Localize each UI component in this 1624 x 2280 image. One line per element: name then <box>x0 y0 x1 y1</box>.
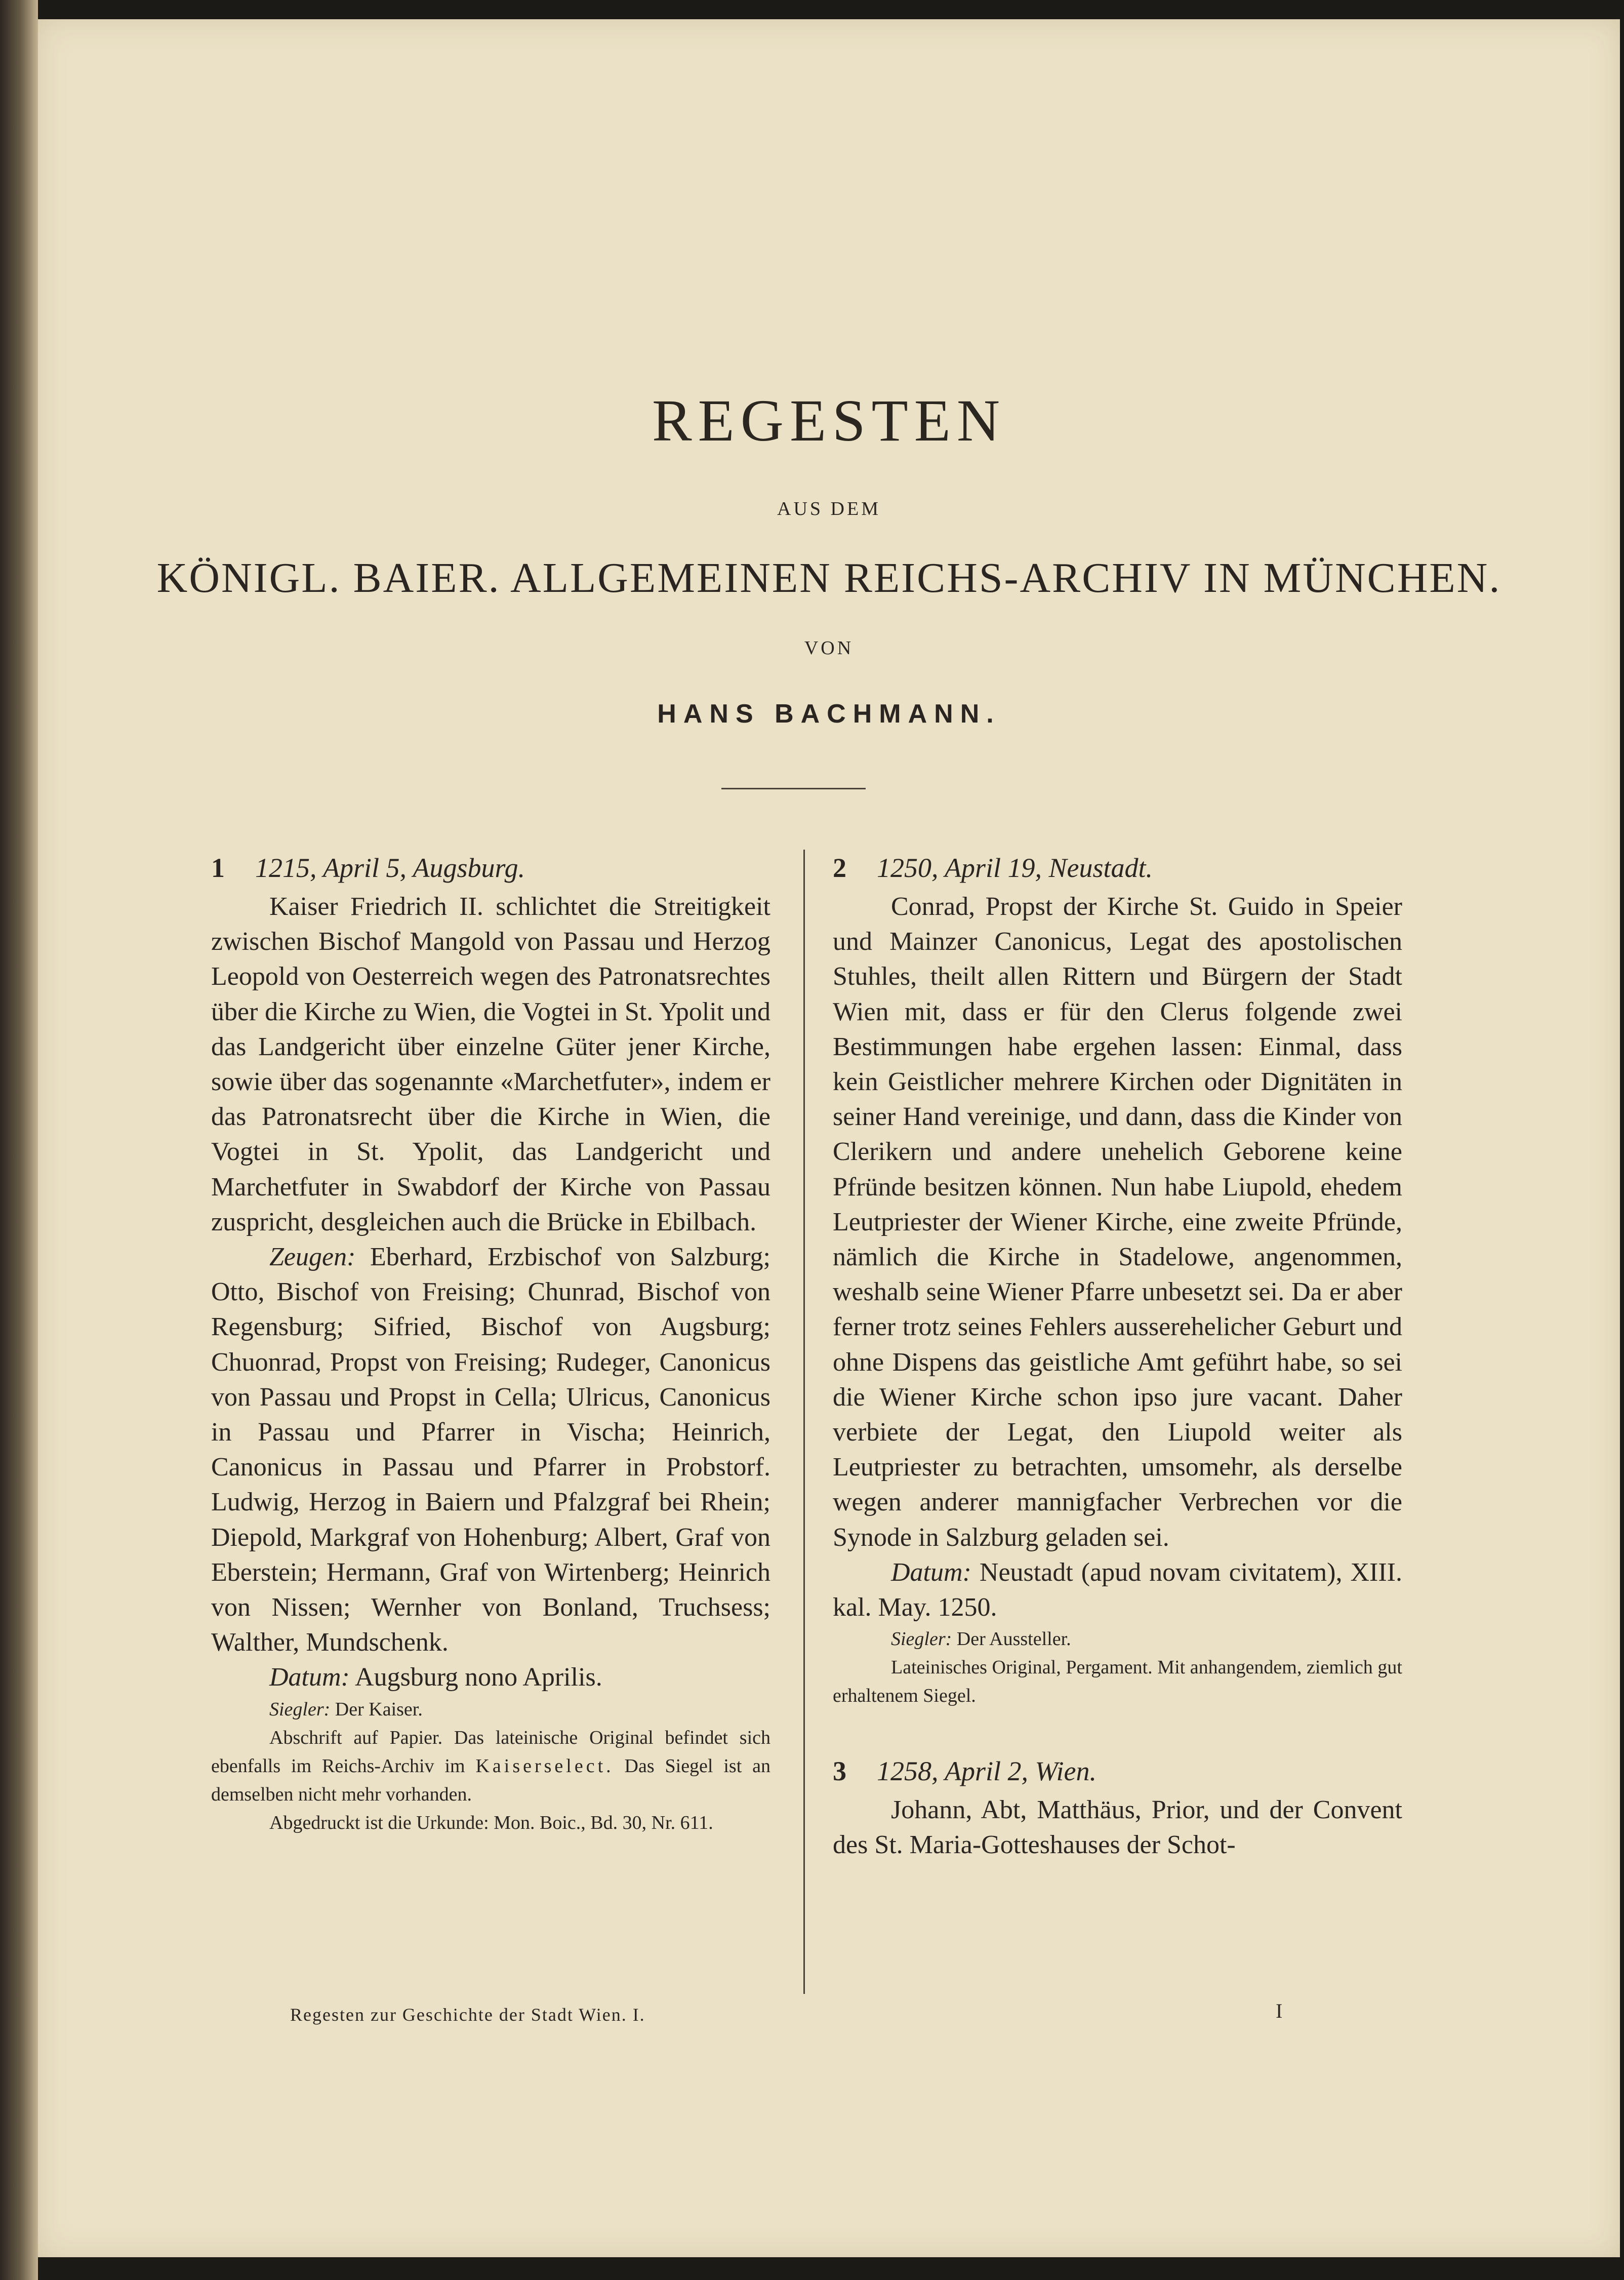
entry-heading <box>807 850 1402 886</box>
archive-name: KÖNIGL. BAIER. ALLGEMEINEN REICHS-ARCHIV IN MÜNCHEN. <box>156 554 1501 602</box>
siegler-label: Siegler: <box>891 1628 952 1650</box>
entry-number: 1 <box>211 853 225 883</box>
datum-label: Datum: <box>891 1557 971 1587</box>
witnesses-text: Eberhard, Erzbischof von Salzburg; Otto, Bischof von Freising; Chunrad, Bischof von Regensburg; Sifried, Bischof von Augsburg; Chuonrad, Propst von Freising; Rudeger, Canonicus von Passau und Propst in Cella; Ulricus, Canonicus in Passau und Pfarrer in Vischa; Heinrich, Canonicus in Passau und Pfarrer in Probstorf. Ludwig, Herzog in Baiern und Pfalzgraf bei Rhein; Diepold, Markgraf von Hohenburg; Albert, Graf von Eberstein; Hermann, Graf von Wirtenberg; Heinrich von Nissen; Wernher von Bonland, Truchsess; Walther, Mundschenk. <box>211 1243 770 1657</box>
note-text-b: Das Siegel ist an demselben nicht mehr vorhanden. <box>211 1755 770 1805</box>
datum-label: Datum: <box>269 1663 350 1692</box>
siegler-text: Der Aussteller. <box>956 1628 1071 1650</box>
datum-text: Neustadt (apud novam civitatem), XIII. kal. May. 1250. <box>833 1557 1403 1622</box>
note-spaced-term: Kaiserselect. <box>475 1755 614 1777</box>
witnesses-label: Zeugen: <box>269 1243 356 1272</box>
entry-date: 1258, April 2, Wien. <box>877 1756 1097 1787</box>
entry-spacer <box>807 1710 1402 1753</box>
left-column <box>211 850 770 1837</box>
page-edge <box>0 0 38 2280</box>
page-title: REGESTEN <box>652 387 1006 454</box>
entry-print-reference: Abgedruckt ist die Urkunde: Mon. Boic., Bd. 30, Nr. 611. <box>269 1812 713 1833</box>
siegler-text: Der Kaiser. <box>335 1698 423 1720</box>
document-page <box>38 19 1620 2257</box>
subtitle-aus-dem: AUS DEM <box>777 498 881 519</box>
series-footer: Regesten zur Geschichte der Stadt Wien. I. <box>290 2005 645 2025</box>
subtitle-von: VON <box>804 637 854 659</box>
entry-summary: Kaiser Friedrich II. schlichtet die Streitigkeit zwischen Bischof Mangold von Passau und Herzog Leopold von Oesterreich wegen des Patronatsrechtes über die Kirche zu Wien, die Vogtei in St. Ypolit und das Landgericht über einzelne Güter jener Kirche, sowie über das sogenannte «Marchetfuter», indem er das Patronatsrecht über die Kirche in Wien, die Vogtei in St. Ypolit, das Landgericht und Marchetfuter in Swabdorf der Kirche von Passau zuspricht, desgleichen auch die Brücke in Ebilbach. <box>211 892 770 1236</box>
title-divider <box>721 788 866 789</box>
entry-datum <box>211 1660 770 1695</box>
entry-summary: Johann, Abt, Matthäus, Prior, und der Convent des St. Maria-Gotteshauses der Schot- <box>833 1795 1402 1860</box>
entry-date: 1250, April 19, Neustadt. <box>877 853 1153 883</box>
author-name: HANS BACHMANN. <box>657 699 1001 729</box>
note-text-a: Abschrift auf Papier. Das lateinische Original befindet sich ebenfalls im Reichs-Archiv im <box>211 1727 770 1777</box>
entry-heading <box>211 850 770 886</box>
entry-number: 2 <box>833 853 846 883</box>
entry-number: 3 <box>833 1756 846 1787</box>
right-column <box>807 850 1402 1863</box>
entry-note: Lateinisches Original, Pergament. Mit anhangendem, ziemlich gut erhaltenem Siegel. <box>833 1657 1402 1707</box>
entry-heading <box>807 1753 1402 1789</box>
column-divider <box>803 850 805 1994</box>
entry-note <box>211 1724 770 1809</box>
entry-siegler <box>211 1695 770 1724</box>
siegler-label: Siegler: <box>269 1698 331 1720</box>
entry-summary: Conrad, Propst der Kirche St. Guido in Speier und Mainzer Canonicus, Legat des apostolischen Stuhles, theilt allen Rittern und Bürgern der Stadt Wien mit, dass er für den Clerus folgende zwei Bestimmungen habe ergehen lassen: Einmal, dass kein Geistlicher mehrere Kirchen oder Dignitäten in seiner Hand vereinige, und dann, dass die Kinder von Clerikern und andere unehelich Geborene keine Pfründe besitzen können. Nun habe Liupold, ehedem Leutpriester der Wiener Kirche, eine zweite Pfründe, nämlich die Kirche in Stadelowe, angenommen, weshalb seine Wiener Pfarre unbesetzt sei. Da er aber ferner trotz seines Fehlers ausserehelicher Geburt und ohne Dispens das geistliche Amt geführt habe, so sei die Wiener Kirche schon ipso jure vacant. Daher verbiete der Legat, den Liupold weiter als Leutpriester zu betrachten, umsomehr, als derselbe wegen anderer mannigfacher Verbrechen vor die Synode in Salzburg geladen sei. <box>833 892 1402 1552</box>
page-number: I <box>1276 1999 1283 2022</box>
entry-date: 1215, April 5, Augsburg. <box>255 853 525 883</box>
entry-datum <box>807 1555 1402 1625</box>
datum-text: Augsburg nono Aprilis. <box>355 1663 602 1692</box>
entry-witnesses <box>211 1239 770 1660</box>
entry-siegler <box>807 1625 1402 1653</box>
